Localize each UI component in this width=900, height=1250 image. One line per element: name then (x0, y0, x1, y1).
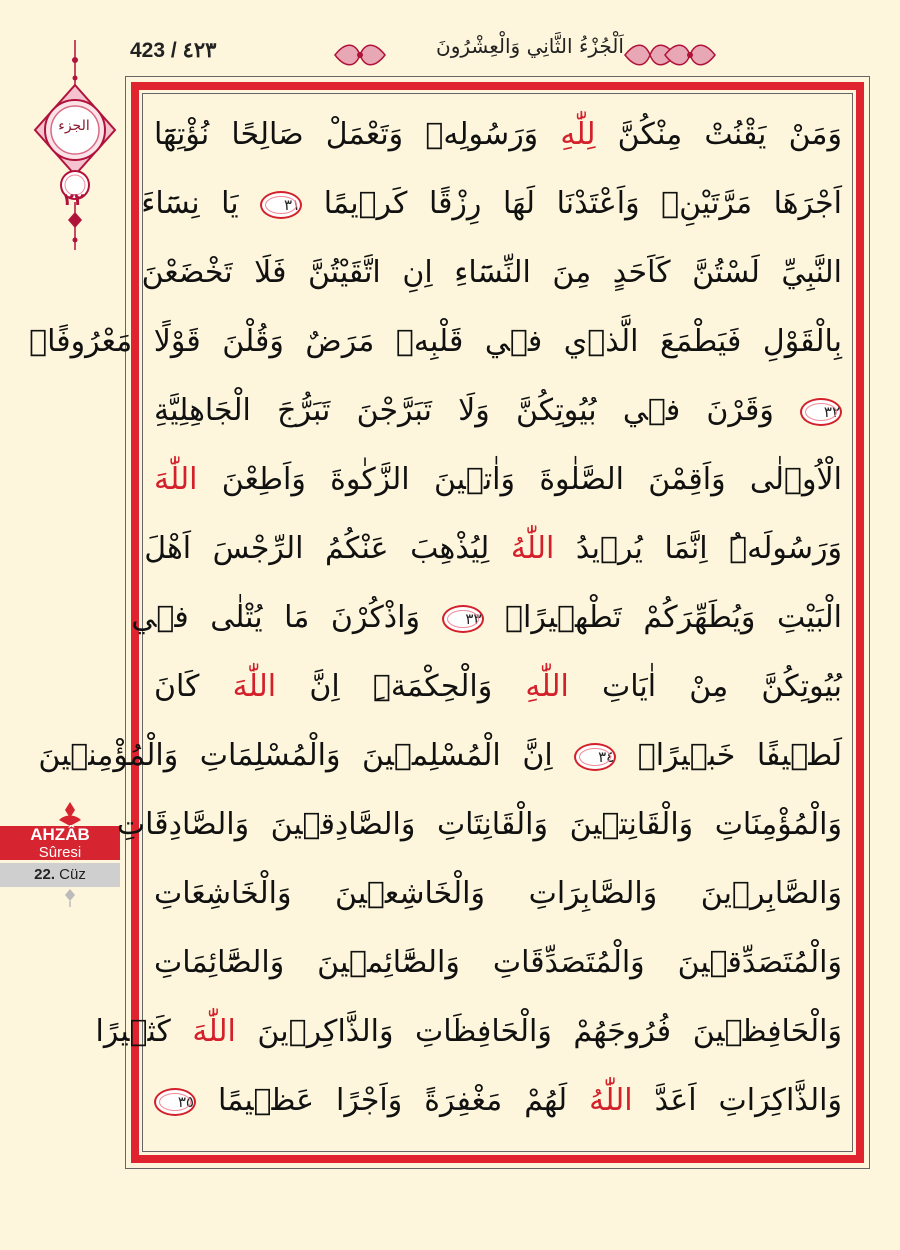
ayah-word: الَّذ۪ي (563, 324, 639, 359)
ayah-word: الْمُسْلِم۪ينَ (362, 738, 501, 773)
ayah-word: لَهَا (502, 186, 536, 221)
ayah-word: وَاَعْتَدْنَا (556, 186, 640, 221)
ayah-word: اِنَّ (522, 738, 553, 773)
ayah-word: نِسَٓاءَ (141, 186, 200, 221)
ayah-word: وَالْقَانِتَاتِ (436, 807, 549, 842)
ayah-word: الْجَاهِلِيَّةِ (154, 393, 251, 428)
ayah-word: اِنَّ (309, 669, 340, 704)
surah-sub: Sûresi (38, 844, 82, 861)
ayah-word: يَقْنُتْ (704, 117, 767, 152)
divine-name-word: اللّٰهَ (154, 462, 198, 497)
ayah-word: لِيُذْهِبَ (410, 531, 490, 566)
ayah-word: فَلَا (254, 255, 287, 290)
page-number: 423 / ٤٢٣ (130, 39, 217, 62)
ayah-word: وَالْمُؤْمِن۪ينَ (38, 738, 179, 773)
ayah-word: وَالْمُتَصَدِّقَاتِ (492, 945, 645, 980)
ayah-word: لَط۪يفًا (756, 738, 842, 773)
ayah-line (148, 1066, 848, 1135)
divine-name-word: لِلّٰهِ (560, 117, 596, 152)
ayah-word: يَا (221, 186, 239, 221)
ayah-word: وَالْحَافِظ۪ينَ (692, 1014, 842, 1049)
ayah-word: اَجْرَهَا (773, 186, 842, 221)
ayah-number-marker: ٣٥ (154, 1088, 196, 1116)
ayah-word: نُؤْتِهَٓا (154, 117, 210, 152)
ayah-word: تَبَرُّجَ (277, 393, 331, 428)
ayah-word: وَاٰت۪ينَ (433, 462, 516, 497)
ayah-word: وَالصَّابِر۪ينَ (700, 876, 842, 911)
ayah-word: وَاذْكُرْنَ (330, 600, 420, 635)
ayah-line (29, 307, 848, 376)
ayah-line (131, 583, 848, 652)
ayah-word: وَاَطِعْنَ (221, 462, 306, 497)
ayah-word: الرِّجْسَ (212, 531, 304, 566)
ayah-number-marker: ٣٤ (574, 743, 616, 771)
ayah-word: عَظ۪يمًا (217, 1083, 315, 1118)
juz-number: ٢٢ (63, 190, 85, 210)
ayah-word: اتَّقَيْتُنَّ (307, 255, 381, 290)
surah-tab (0, 826, 120, 860)
ayah-word: وَالْمُؤْمِنَاتِ (714, 807, 842, 842)
ayah-word: مَا (284, 600, 310, 635)
ayah-word: عَنْكُمُ (325, 531, 389, 566)
ayah-word: النَّبِيِّ (781, 255, 842, 290)
ayah-word: وَالصَّٓائِم۪ينَ (317, 945, 460, 980)
ayah-word: وَالْمُسْلِمَاتِ (199, 738, 341, 773)
ayah-line (141, 238, 848, 307)
ayah-word: اَهْلَ (144, 531, 192, 566)
ayah-word: رِزْقًا (428, 186, 482, 221)
divine-name-word: اللّٰهَ (232, 669, 277, 704)
ayah-line (148, 859, 848, 928)
divine-name-word: اللّٰهُ (510, 531, 555, 566)
juz-tab-number: 22. (34, 866, 55, 883)
ayah-word: اٰيَاتِ (602, 669, 657, 704)
ayah-word: فَيَطْمَعَ (660, 324, 742, 359)
divine-name-word: اللّٰهَ (192, 1014, 236, 1049)
ayah-word: يُتْلٰى (210, 600, 263, 635)
ayah-word: وَالصَّابِرَاتِ (528, 876, 658, 911)
ayah-word: وَالْمُتَصَدِّق۪ينَ (677, 945, 842, 980)
ayah-line (144, 514, 848, 583)
divine-name-word: اللّٰهُ (589, 1083, 633, 1118)
juz-title: اَلْجُزْءُ الثَّانِي وَالْعِشْرُونَ (436, 34, 624, 58)
juz-tab (0, 863, 120, 887)
ayah-word: النِّسَٓاءِ (454, 255, 531, 290)
juz-tab-word: Cüz (59, 866, 86, 883)
ayah-number-marker: ٣٢ (800, 398, 842, 426)
ayah-word: وَقُلْنَ (222, 324, 284, 359)
ayah-word: اِنِ (402, 255, 433, 290)
ayah-line (148, 100, 848, 169)
ayah-word: قَلْبِه۪ (395, 324, 464, 359)
ayah-word: وَالْخَاشِعَاتِ (154, 876, 292, 911)
ayah-word: كَاَحَدٍ (612, 255, 671, 290)
header-left-ornament-icon (330, 40, 390, 70)
ayah-word: وَالْخَاشِع۪ينَ (335, 876, 486, 911)
ayah-word: مَغْفِرَةً (424, 1083, 503, 1118)
ayah-line (148, 652, 848, 721)
surah-name: AHZÂB (30, 825, 90, 844)
ayah-word: وَالذَّاكِر۪ينَ (257, 1014, 394, 1049)
ayah-line (148, 376, 848, 445)
ayah-word: وَالذَّاكِرَاتِ (718, 1083, 842, 1118)
ayah-line (148, 445, 848, 514)
ayah-word: تَبَرَّجْنَ (356, 393, 432, 428)
ayah-word: كَانَ (154, 669, 200, 704)
ayah-word: ف۪ي (131, 600, 189, 635)
ayah-word: مَرَضٌ (305, 324, 375, 359)
ayah-word: تَطْه۪يرًاۚ (505, 600, 622, 635)
ayah-word: كَر۪يمًا (323, 186, 408, 221)
ayah-line (95, 997, 848, 1066)
ayah-word: الصَّلٰوةَ (539, 462, 624, 497)
ayah-word: قَوْلًا (153, 324, 201, 359)
ayah-word: تَخْضَعْنَ (141, 255, 233, 290)
ayah-word: وَالْقَانِت۪ينَ (569, 807, 694, 842)
ayah-line (38, 721, 848, 790)
tab-bottom-ornament-icon (55, 887, 85, 907)
ayah-word: مِنْكُنَّ (617, 117, 683, 152)
ayah-word: ف۪ي (484, 324, 543, 359)
ayah-word: مَرَّتَيْنِۙ (661, 186, 753, 221)
ayah-word: مَعْرُوفًاۚ (29, 324, 133, 359)
ayah-word: وَاَجْرًا (336, 1083, 403, 1118)
ayah-line (148, 928, 848, 997)
ayah-line (116, 790, 848, 859)
ayah-word: وَمَنْ (788, 117, 842, 152)
ayah-word: لَهُمْ (524, 1083, 568, 1118)
ayah-word: بِالْقَوْلِ (762, 324, 842, 359)
ayah-word: وَالصَّادِق۪ينَ (270, 807, 416, 842)
ayah-word: وَلَا (458, 393, 490, 428)
ayah-word: مِنَ (552, 255, 592, 290)
ayah-word: ف۪ي (622, 393, 681, 428)
ayah-word: وَالصَّٓائِمَاتِ (154, 945, 285, 980)
juz-label: الجزء (58, 118, 90, 134)
ayah-word: اِنَّمَا (664, 531, 708, 566)
ayah-word: كَث۪يرًا (95, 1014, 171, 1049)
ayah-word: وَالْحِكْمَةِۜ (372, 669, 493, 704)
tab-top-ornament-icon (55, 800, 85, 826)
juz-medallion-icon (30, 40, 120, 250)
ayah-word: خَب۪يرًاۚ (637, 738, 736, 773)
ayah-word: يُر۪يدُ (575, 531, 643, 566)
ayah-line (141, 169, 848, 238)
ayah-word: بُيُوتِكُنَّ (761, 669, 843, 704)
divine-name-word: اللّٰهِ (525, 669, 569, 704)
ayah-word: الْبَيْتِ (776, 600, 842, 635)
ayah-number-marker: ٣٣ (442, 605, 484, 633)
ayah-word: بُيُوتِكُنَّ (515, 393, 597, 428)
ayah-number-marker: ٣١ (260, 191, 302, 219)
header-right-ornament-icon (620, 40, 720, 70)
ayah-word: صَالِحًا (231, 117, 304, 152)
ayah-word: اَعَدَّ (654, 1083, 697, 1118)
ayah-word: الزَّكٰوةَ (330, 462, 410, 497)
ayah-word: وَالْحَافِظَاتِ (415, 1014, 552, 1049)
ayah-word: وَيُطَهِّرَكُمْ (643, 600, 756, 635)
ayah-word: لَسْتُنَّ (692, 255, 760, 290)
ayah-word: فُرُوجَهُمْ (573, 1014, 672, 1049)
ayah-word: الْاُو۫لٰى (749, 462, 842, 497)
ayah-word: وَرَسُولَهُۜ (729, 531, 842, 566)
ayah-word: وَاَقِمْنَ (648, 462, 726, 497)
ayah-word: وَرَسُولِه۪ (425, 117, 539, 152)
ayah-word: وَتَعْمَلْ (325, 117, 404, 152)
ayah-word: وَقَرْنَ (706, 393, 774, 428)
ayah-word: مِنْ (689, 669, 729, 704)
ayah-word: وَالصَّادِقَاتِ (116, 807, 250, 842)
